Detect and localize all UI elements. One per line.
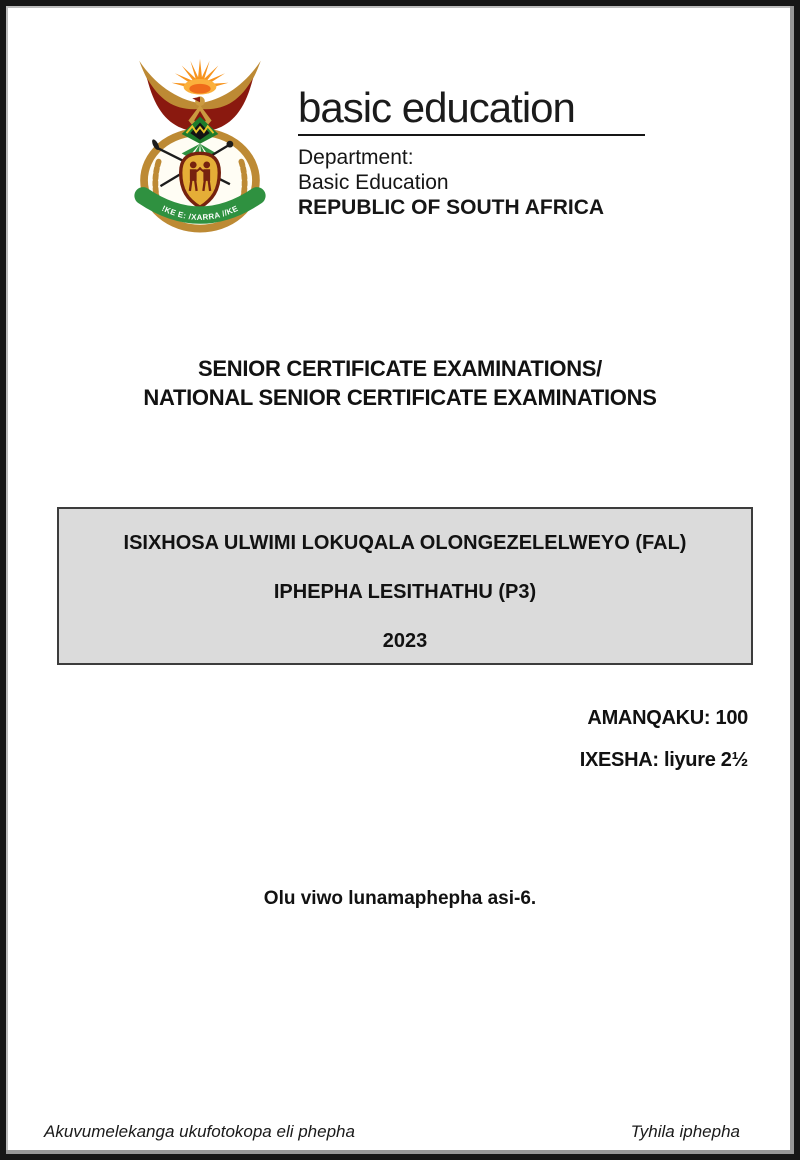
department-wordmark xyxy=(298,86,738,220)
marks-line: AMANQAKU: 100 xyxy=(587,707,748,729)
exam-year: 2023 xyxy=(382,630,428,652)
paper-number: IPHEPHA LESITHATHU (P3) xyxy=(273,581,537,603)
footer-turn-over: Tyhila iphepha xyxy=(630,1122,740,1141)
pages-note: Olu viwo lunamaphepha asi-6. xyxy=(263,888,537,909)
coat-of-arms-logo xyxy=(118,50,282,248)
country-name: REPUBLIC OF SOUTH AFRICA xyxy=(298,196,605,219)
exam-heading-line2: NATIONAL SENIOR CERTIFICATE EXAMINATIONS xyxy=(143,385,657,410)
department-label: Department: xyxy=(298,146,414,169)
subject-name: ISIXHOSA ULWIMI LOKUQALA OLONGEZELELWEYO (FAL) xyxy=(123,532,687,554)
department-lines xyxy=(298,145,738,220)
department-name: Basic Education xyxy=(298,171,449,194)
brand-name: basic education xyxy=(298,84,575,131)
brand-underline xyxy=(298,134,645,136)
exam-heading-line1: SENIOR CERTIFICATE EXAMINATIONS/ xyxy=(198,356,602,381)
motto-text: !KE E: /XARRA //KE xyxy=(160,203,240,222)
time-line: IXESHA: liyure 2½ xyxy=(579,749,748,771)
subject-box xyxy=(57,507,753,665)
sun-icon xyxy=(172,59,229,95)
footer-copy-warning: Akuvumelekanga ukufotokopa eli phepha xyxy=(44,1122,355,1141)
exam-heading xyxy=(6,354,794,412)
